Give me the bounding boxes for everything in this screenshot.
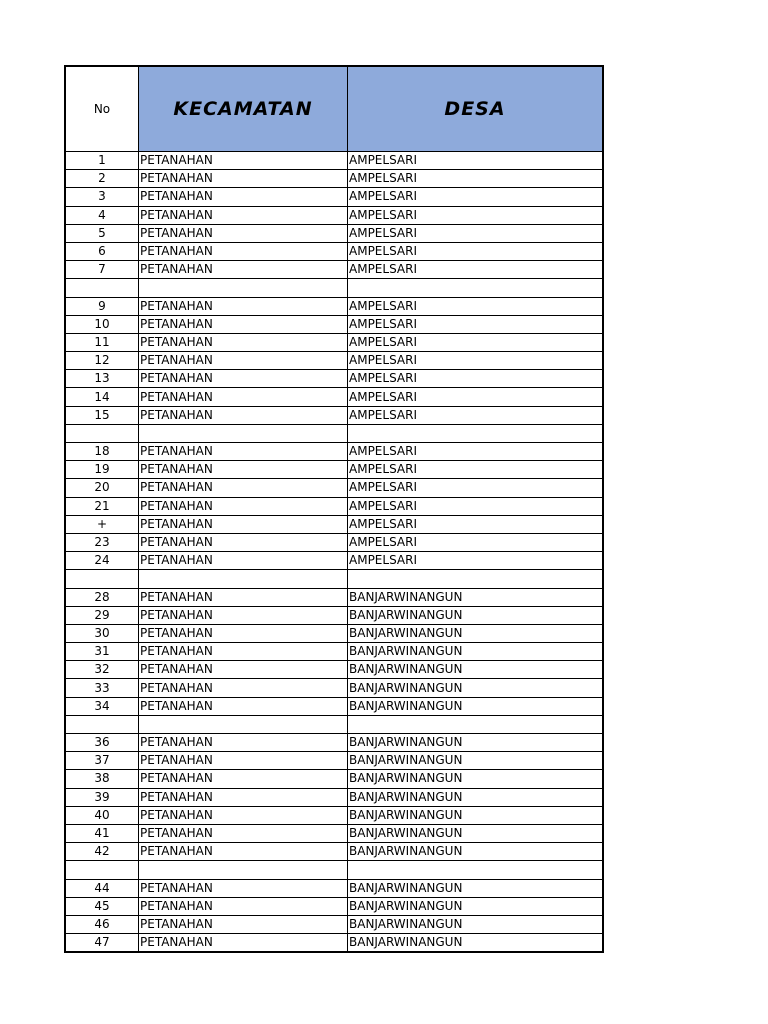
- kecamatan-desa-table: [65, 66, 603, 952]
- table-row: [66, 515, 603, 533]
- desa-cell: BANJARWINANGUN: [348, 661, 603, 679]
- table-row: [66, 697, 603, 715]
- table-header: [66, 67, 603, 152]
- desa-cell: AMPELSARI: [348, 533, 603, 551]
- kecamatan-cell: [139, 279, 348, 297]
- kecamatan-cell: PETANAHAN: [139, 643, 348, 661]
- table-row: [66, 224, 603, 242]
- desa-cell: BANJARWINANGUN: [348, 788, 603, 806]
- desa-cell: BANJARWINANGUN: [348, 643, 603, 661]
- header-row: [66, 67, 603, 152]
- table-row: [66, 788, 603, 806]
- row-number-cell: 19: [66, 461, 139, 479]
- table-row: [66, 424, 603, 442]
- table-row: [66, 261, 603, 279]
- row-number-cell: 12: [66, 352, 139, 370]
- row-number-cell: 7: [66, 261, 139, 279]
- desa-cell: AMPELSARI: [348, 352, 603, 370]
- table-row: [66, 843, 603, 861]
- kecamatan-cell: [139, 570, 348, 588]
- table-row: [66, 806, 603, 824]
- row-number-cell: 41: [66, 824, 139, 842]
- kecamatan-cell: PETANAHAN: [139, 661, 348, 679]
- table-row: [66, 206, 603, 224]
- desa-cell: BANJARWINANGUN: [348, 806, 603, 824]
- desa-cell: BANJARWINANGUN: [348, 915, 603, 933]
- desa-cell: BANJARWINANGUN: [348, 770, 603, 788]
- desa-cell: AMPELSARI: [348, 170, 603, 188]
- row-number-cell: 24: [66, 552, 139, 570]
- table-row: [66, 333, 603, 351]
- kecamatan-cell: PETANAHAN: [139, 533, 348, 551]
- row-number-cell: 18: [66, 443, 139, 461]
- desa-cell: AMPELSARI: [348, 333, 603, 351]
- kecamatan-cell: PETANAHAN: [139, 934, 348, 952]
- desa-cell: AMPELSARI: [348, 206, 603, 224]
- kecamatan-cell: PETANAHAN: [139, 461, 348, 479]
- row-number-cell: 30: [66, 624, 139, 642]
- table-row: [66, 661, 603, 679]
- row-number-cell: 42: [66, 843, 139, 861]
- desa-cell: BANJARWINANGUN: [348, 752, 603, 770]
- header-kecamatan: KECAMATAN: [139, 67, 348, 152]
- desa-cell: AMPELSARI: [348, 406, 603, 424]
- table-row: [66, 879, 603, 897]
- table-row: [66, 297, 603, 315]
- row-number-cell: 1: [66, 152, 139, 170]
- row-number-cell: 45: [66, 897, 139, 915]
- kecamatan-cell: PETANAHAN: [139, 333, 348, 351]
- desa-cell: BANJARWINANGUN: [348, 824, 603, 842]
- desa-cell: BANJARWINANGUN: [348, 606, 603, 624]
- kecamatan-cell: PETANAHAN: [139, 606, 348, 624]
- desa-cell: AMPELSARI: [348, 152, 603, 170]
- table-row: [66, 606, 603, 624]
- kecamatan-cell: PETANAHAN: [139, 806, 348, 824]
- row-number-cell: 20: [66, 479, 139, 497]
- table-row: [66, 388, 603, 406]
- row-number-cell: 37: [66, 752, 139, 770]
- desa-cell: AMPELSARI: [348, 188, 603, 206]
- row-number-cell: 36: [66, 734, 139, 752]
- row-number-cell: 21: [66, 497, 139, 515]
- row-number-cell: 15: [66, 406, 139, 424]
- table-row: [66, 570, 603, 588]
- kecamatan-cell: PETANAHAN: [139, 224, 348, 242]
- data-table-container: [64, 65, 604, 953]
- kecamatan-cell: PETANAHAN: [139, 843, 348, 861]
- kecamatan-cell: PETANAHAN: [139, 352, 348, 370]
- desa-cell: BANJARWINANGUN: [348, 843, 603, 861]
- table-row: [66, 734, 603, 752]
- kecamatan-cell: [139, 715, 348, 733]
- row-number-cell: 39: [66, 788, 139, 806]
- row-number-cell: 38: [66, 770, 139, 788]
- kecamatan-cell: PETANAHAN: [139, 515, 348, 533]
- table-row: [66, 715, 603, 733]
- desa-cell: AMPELSARI: [348, 388, 603, 406]
- table-row: [66, 643, 603, 661]
- kecamatan-cell: PETANAHAN: [139, 242, 348, 260]
- table-row: [66, 588, 603, 606]
- row-number-cell: 31: [66, 643, 139, 661]
- desa-cell: BANJARWINANGUN: [348, 897, 603, 915]
- table-row: [66, 824, 603, 842]
- desa-cell: AMPELSARI: [348, 461, 603, 479]
- desa-cell: AMPELSARI: [348, 479, 603, 497]
- desa-cell: BANJARWINANGUN: [348, 934, 603, 952]
- table-row: [66, 188, 603, 206]
- kecamatan-cell: PETANAHAN: [139, 552, 348, 570]
- kecamatan-cell: PETANAHAN: [139, 152, 348, 170]
- kecamatan-cell: PETANAHAN: [139, 897, 348, 915]
- row-number-cell: 10: [66, 315, 139, 333]
- kecamatan-cell: PETANAHAN: [139, 879, 348, 897]
- kecamatan-cell: PETANAHAN: [139, 370, 348, 388]
- table-row: [66, 497, 603, 515]
- kecamatan-cell: PETANAHAN: [139, 170, 348, 188]
- desa-cell: AMPELSARI: [348, 370, 603, 388]
- desa-cell: AMPELSARI: [348, 315, 603, 333]
- desa-cell: AMPELSARI: [348, 497, 603, 515]
- kecamatan-cell: PETANAHAN: [139, 297, 348, 315]
- desa-cell: [348, 424, 603, 442]
- kecamatan-cell: PETANAHAN: [139, 315, 348, 333]
- row-number-cell: 47: [66, 934, 139, 952]
- desa-cell: AMPELSARI: [348, 515, 603, 533]
- table-row: [66, 679, 603, 697]
- desa-cell: AMPELSARI: [348, 552, 603, 570]
- row-number-cell: [66, 715, 139, 733]
- kecamatan-cell: PETANAHAN: [139, 406, 348, 424]
- kecamatan-cell: PETANAHAN: [139, 915, 348, 933]
- kecamatan-cell: PETANAHAN: [139, 188, 348, 206]
- row-number-cell: [66, 279, 139, 297]
- kecamatan-cell: PETANAHAN: [139, 388, 348, 406]
- row-number-cell: 32: [66, 661, 139, 679]
- desa-cell: BANJARWINANGUN: [348, 879, 603, 897]
- row-number-cell: 29: [66, 606, 139, 624]
- desa-cell: BANJARWINANGUN: [348, 624, 603, 642]
- table-row: [66, 752, 603, 770]
- table-row: [66, 352, 603, 370]
- table-row: [66, 461, 603, 479]
- table-row: [66, 861, 603, 879]
- kecamatan-cell: PETANAHAN: [139, 788, 348, 806]
- table-row: [66, 533, 603, 551]
- table-row: [66, 897, 603, 915]
- row-number-cell: 9: [66, 297, 139, 315]
- row-number-cell: 4: [66, 206, 139, 224]
- table-row: [66, 315, 603, 333]
- row-number-cell: 23: [66, 533, 139, 551]
- kecamatan-cell: PETANAHAN: [139, 679, 348, 697]
- kecamatan-cell: PETANAHAN: [139, 752, 348, 770]
- table-row: [66, 479, 603, 497]
- desa-cell: BANJARWINANGUN: [348, 679, 603, 697]
- row-number-cell: 34: [66, 697, 139, 715]
- table-row: [66, 934, 603, 952]
- header-no: No: [66, 67, 139, 152]
- table-row: [66, 406, 603, 424]
- table-row: [66, 552, 603, 570]
- row-number-cell: [66, 570, 139, 588]
- kecamatan-cell: [139, 424, 348, 442]
- table-row: [66, 170, 603, 188]
- row-number-cell: 33: [66, 679, 139, 697]
- row-number-cell: 11: [66, 333, 139, 351]
- kecamatan-cell: PETANAHAN: [139, 443, 348, 461]
- kecamatan-cell: [139, 861, 348, 879]
- table-row: [66, 915, 603, 933]
- desa-cell: BANJARWINANGUN: [348, 697, 603, 715]
- desa-cell: [348, 570, 603, 588]
- kecamatan-cell: PETANAHAN: [139, 824, 348, 842]
- table-row: [66, 152, 603, 170]
- kecamatan-cell: PETANAHAN: [139, 479, 348, 497]
- row-number-cell: 13: [66, 370, 139, 388]
- row-number-cell: +: [66, 515, 139, 533]
- desa-cell: AMPELSARI: [348, 242, 603, 260]
- header-desa: DESA: [348, 67, 603, 152]
- desa-cell: [348, 861, 603, 879]
- desa-cell: AMPELSARI: [348, 224, 603, 242]
- desa-cell: AMPELSARI: [348, 443, 603, 461]
- kecamatan-cell: PETANAHAN: [139, 770, 348, 788]
- kecamatan-cell: PETANAHAN: [139, 734, 348, 752]
- row-number-cell: 5: [66, 224, 139, 242]
- desa-cell: AMPELSARI: [348, 297, 603, 315]
- row-number-cell: 44: [66, 879, 139, 897]
- row-number-cell: [66, 861, 139, 879]
- desa-cell: AMPELSARI: [348, 261, 603, 279]
- kecamatan-cell: PETANAHAN: [139, 497, 348, 515]
- table-row: [66, 279, 603, 297]
- kecamatan-cell: PETANAHAN: [139, 624, 348, 642]
- row-number-cell: 46: [66, 915, 139, 933]
- desa-cell: BANJARWINANGUN: [348, 588, 603, 606]
- row-number-cell: 2: [66, 170, 139, 188]
- row-number-cell: 40: [66, 806, 139, 824]
- table-row: [66, 443, 603, 461]
- kecamatan-cell: PETANAHAN: [139, 697, 348, 715]
- row-number-cell: 6: [66, 242, 139, 260]
- row-number-cell: 14: [66, 388, 139, 406]
- table-row: [66, 370, 603, 388]
- table-row: [66, 242, 603, 260]
- kecamatan-cell: PETANAHAN: [139, 261, 348, 279]
- table-row: [66, 624, 603, 642]
- desa-cell: [348, 715, 603, 733]
- row-number-cell: 28: [66, 588, 139, 606]
- kecamatan-cell: PETANAHAN: [139, 206, 348, 224]
- table-body: [66, 152, 603, 952]
- desa-cell: BANJARWINANGUN: [348, 734, 603, 752]
- desa-cell: [348, 279, 603, 297]
- kecamatan-cell: PETANAHAN: [139, 588, 348, 606]
- row-number-cell: 3: [66, 188, 139, 206]
- row-number-cell: [66, 424, 139, 442]
- table-row: [66, 770, 603, 788]
